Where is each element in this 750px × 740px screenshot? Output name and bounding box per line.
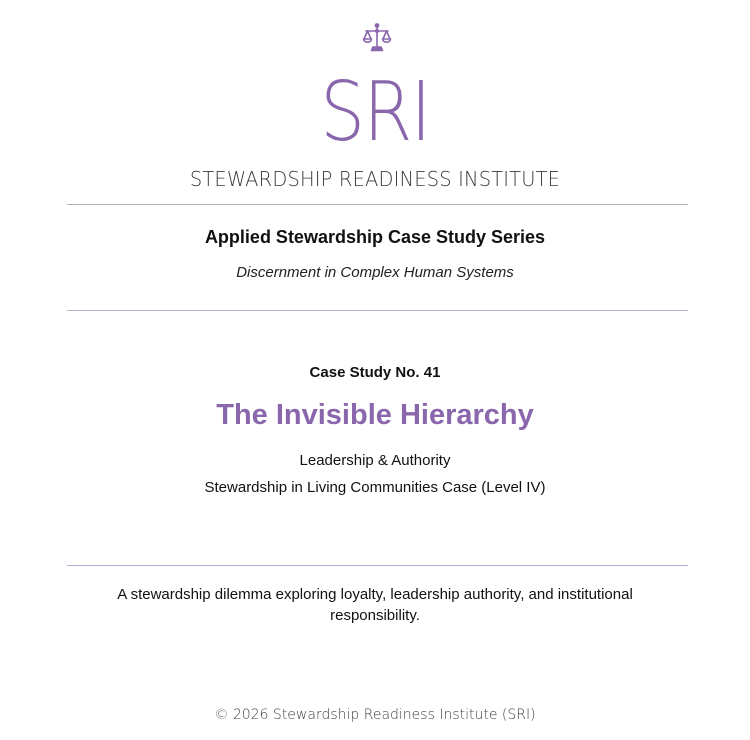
case-number: Case Study No. 41	[309, 364, 441, 381]
organization-name: STEWARDSHIP READINESS INSTITUTE	[189, 167, 561, 191]
series-title: Applied Stewardship Case Study Series	[204, 227, 546, 247]
divider-middle	[67, 310, 688, 311]
logo-wordmark: SRI	[320, 65, 430, 160]
case-title: The Invisible Hierarchy	[216, 399, 534, 431]
divider-top	[67, 204, 688, 205]
case-level: Stewardship in Living Communities Case (Level IV)	[204, 479, 546, 496]
series-subtitle: Discernment in Complex Human Systems	[236, 264, 514, 281]
case-category: Leadership & Authority	[299, 452, 451, 469]
scales-of-justice-icon	[361, 22, 393, 54]
copyright-notice: © 2026 Stewardship Readiness Institute (SRI)	[214, 707, 536, 723]
divider-bottom	[67, 565, 688, 566]
case-summary: A stewardship dilemma exploring loyalty, leadership authority, and institutional responsibility.	[117, 586, 633, 624]
